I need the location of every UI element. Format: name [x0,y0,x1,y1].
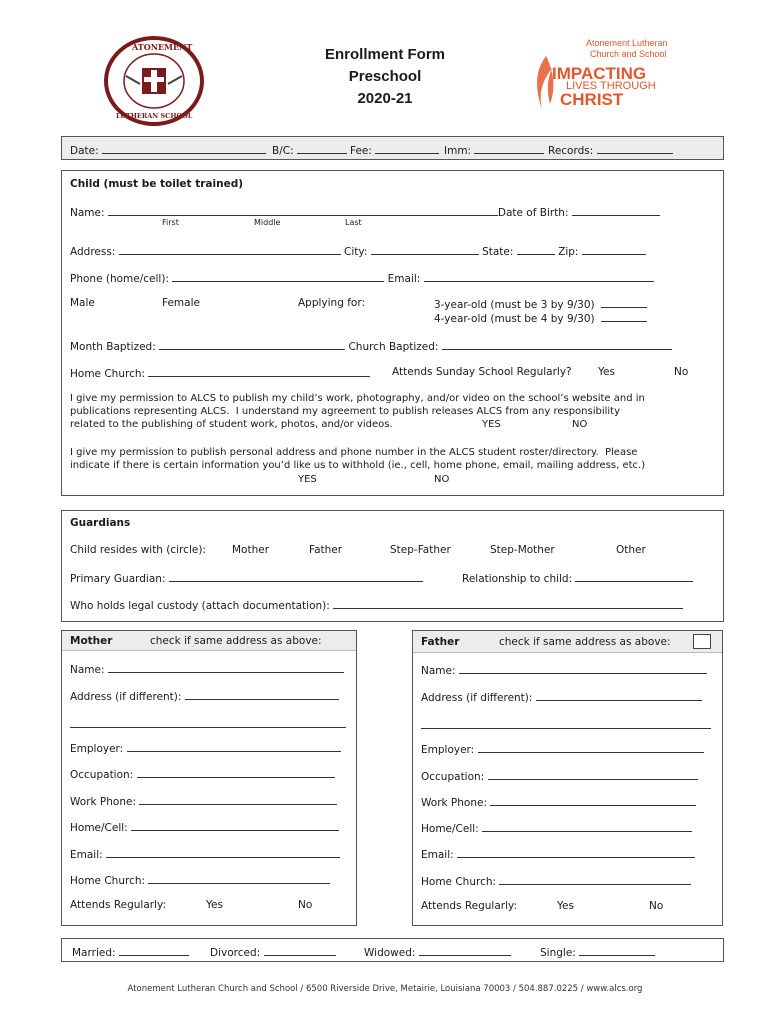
child-last-caption: Last [345,218,362,227]
child-home-church-label: Home Church: [70,368,146,380]
child-name-line[interactable] [108,206,498,216]
mother-occupation-line[interactable] [137,768,335,778]
child-four-yr-line[interactable] [601,312,647,322]
mother-address-label: Address (if different): [70,691,182,703]
church-logo [530,36,690,116]
child-female-option[interactable]: Female [162,297,200,309]
resides-stepfather-option[interactable]: Step-Father [390,544,451,556]
child-section [61,170,724,496]
mother-address-line[interactable] [185,690,339,700]
photo-permission-l2: publications representing ALCS. I understand my agreement to publish releases ALCS from any responsibility [70,406,621,417]
custody-line[interactable] [333,599,683,609]
office-records-line[interactable] [597,144,673,154]
child-month-baptized-label: Month Baptized: [70,341,156,353]
custody-label: Who holds legal custody (attach documentation): [70,600,330,612]
office-date-line[interactable] [102,144,266,154]
church-logo-org2: Church and School [590,49,667,59]
child-email-label: Email: [387,273,421,285]
child-month-baptized-line[interactable] [159,340,345,350]
office-imm-label: Imm: [444,145,472,157]
father-section [412,630,723,926]
marital-status-bar [61,938,724,962]
widowed-line[interactable] [419,946,511,956]
mother-same-address-label: check if same address as above: [150,635,322,647]
father-name-line[interactable] [459,664,707,674]
office-imm-line[interactable] [474,144,544,154]
father-address-line[interactable] [536,691,702,701]
office-fee-label: Fee: [350,145,372,157]
primary-guardian-label: Primary Guardian: [70,573,166,585]
divorced-line[interactable] [264,946,336,956]
father-home-cell-line[interactable] [482,822,692,832]
guardians-section [61,510,724,622]
resides-other-option[interactable]: Other [616,544,646,556]
resides-label: Child resides with (circle): [70,544,206,556]
mother-email-line[interactable] [106,848,340,858]
mother-home-church-label: Home Church: [70,875,146,887]
father-address-line-2[interactable] [421,728,711,729]
church-logo-christ: CHRIST [560,90,624,109]
child-phone-label: Phone (home/cell): [70,273,169,285]
mother-home-cell-line[interactable] [131,821,339,831]
resides-stepmother-option[interactable]: Step-Mother [490,544,555,556]
office-date-label: Date: [70,145,99,157]
child-state-line[interactable] [517,245,555,255]
form-title [280,44,490,110]
church-logo-lives: LIVES THROUGH [566,80,656,92]
office-fee-line[interactable] [375,144,439,154]
father-home-cell-label: Home/Cell: [421,823,479,835]
relationship-label: Relationship to child: [462,573,573,585]
mother-address-line-2[interactable] [70,727,346,728]
child-name-label: Name: [70,207,105,219]
mother-work-phone-line[interactable] [139,795,337,805]
child-address-line[interactable] [119,245,341,255]
office-bc-label: B/C: [272,145,294,157]
child-attends-sunday-label: Attends Sunday School Regularly? [392,366,572,378]
primary-guardian-line[interactable] [169,572,423,582]
directory-permission-l2: indicate if there is certain information you’d like us to withhold (ie., cell, home phone, email, mailing address, etc.) [70,460,646,471]
relationship-line[interactable] [575,572,693,582]
school-seal-logo [104,36,204,126]
resides-father-option[interactable]: Father [309,544,343,556]
child-heading: Child (must be toilet trained) [70,178,244,190]
child-first-caption: First [162,218,179,227]
father-same-address-label: check if same address as above: [499,636,671,648]
father-work-phone-label: Work Phone: [421,797,487,809]
mother-attends-no[interactable]: No [298,899,313,911]
child-zip-label: Zip: [558,246,579,258]
child-male-option[interactable]: Male [70,297,95,309]
child-four-yr-option: 4-year-old (must be 4 by 9/30) [434,313,595,325]
title-line-1: Enrollment Form [324,46,445,63]
mother-heading: Mother [70,635,113,647]
photo-permission-l3: related to the publishing of student work, photos, and/or videos. [70,419,393,430]
father-same-address-checkbox[interactable] [693,634,711,649]
photo-permission-l1: I give my permission to ALCS to publish my child’s work, photography, and/or video on the school’s website and in [70,393,645,404]
father-home-church-label: Home Church: [421,876,497,888]
mother-name-label: Name: [70,664,105,676]
seal-text-top: ATONEMENT [132,42,193,52]
father-attends-label: Attends Regularly: [421,900,517,912]
office-bc-line[interactable] [297,144,347,154]
footer-address: Atonement Lutheran Church and School / 6500 Riverside Drive, Metairie, Louisiana 70003 / 504.887.0225 / www.alcs.org [127,984,643,994]
mother-email-label: Email: [70,849,103,861]
child-address-label: Address: [70,246,116,258]
child-three-yr-line[interactable] [601,298,647,308]
title-line-2: Preschool [348,68,422,85]
mother-section [61,630,357,926]
child-zip-line[interactable] [582,245,646,255]
father-attends-no[interactable]: No [649,900,664,912]
photo-permission-yes[interactable]: YES [482,419,501,430]
father-address-label: Address (if different): [421,692,533,704]
widowed-label: Widowed: [364,947,416,959]
directory-permission-no[interactable]: NO [434,474,450,485]
father-home-church-line[interactable] [499,875,691,885]
father-email-label: Email: [421,849,454,861]
mother-employer-label: Employer: [70,743,124,755]
father-occupation-label: Occupation: [421,771,485,783]
child-dob-line[interactable] [572,206,660,216]
child-city-label: City: [344,246,368,258]
father-employer-label: Employer: [421,744,475,756]
photo-permission-no[interactable]: NO [572,419,588,430]
office-records-label: Records: [548,145,594,157]
church-logo-org1: Atonement Lutheran [586,38,668,48]
child-state-label: State: [482,246,514,258]
child-church-baptized-line[interactable] [442,340,672,350]
office-use-bar [61,136,724,160]
married-line[interactable] [119,946,189,956]
father-employer-line[interactable] [478,743,704,753]
guardians-heading: Guardians [70,517,131,529]
child-church-baptized-label: Church Baptized: [348,341,439,353]
father-occupation-line[interactable] [488,770,698,780]
child-city-line[interactable] [371,245,479,255]
father-attends-yes[interactable]: Yes [557,900,574,912]
child-sunday-yes[interactable]: Yes [598,366,615,378]
single-label: Single: [540,947,576,959]
directory-permission-yes[interactable]: YES [298,474,317,485]
child-applying-label: Applying for: [298,297,366,309]
mother-employer-line[interactable] [127,742,341,752]
mother-attends-label: Attends Regularly: [70,899,166,911]
mother-occupation-label: Occupation: [70,769,134,781]
child-sunday-no[interactable]: No [674,366,689,378]
title-line-3: 2020-21 [357,90,413,107]
mother-work-phone-label: Work Phone: [70,796,136,808]
child-middle-caption: Middle [254,218,281,227]
resides-mother-option[interactable]: Mother [232,544,270,556]
father-heading: Father [421,636,460,648]
child-phone-line[interactable] [172,272,384,282]
seal-text-bottom: LUTHERAN SCHOOL [116,112,193,120]
child-three-yr-option: 3-year-old (must be 3 by 9/30) [434,299,595,311]
father-work-phone-line[interactable] [490,796,696,806]
church-logo-impacting: IMPACTING [552,64,647,83]
divorced-label: Divorced: [210,947,261,959]
directory-permission-l1: I give my permission to publish personal address and phone number in the ALCS student roster/directory. Please [70,447,638,458]
married-label: Married: [72,947,116,959]
mother-home-church-line[interactable] [148,874,330,884]
single-line[interactable] [579,946,655,956]
mother-attends-yes[interactable]: Yes [206,899,223,911]
child-email-line[interactable] [424,272,654,282]
child-home-church-line[interactable] [148,367,370,377]
child-dob-label: Date of Birth: [497,207,569,219]
father-email-line[interactable] [457,848,695,858]
father-name-label: Name: [421,665,456,677]
mother-home-cell-label: Home/Cell: [70,822,128,834]
mother-name-line[interactable] [108,663,344,673]
